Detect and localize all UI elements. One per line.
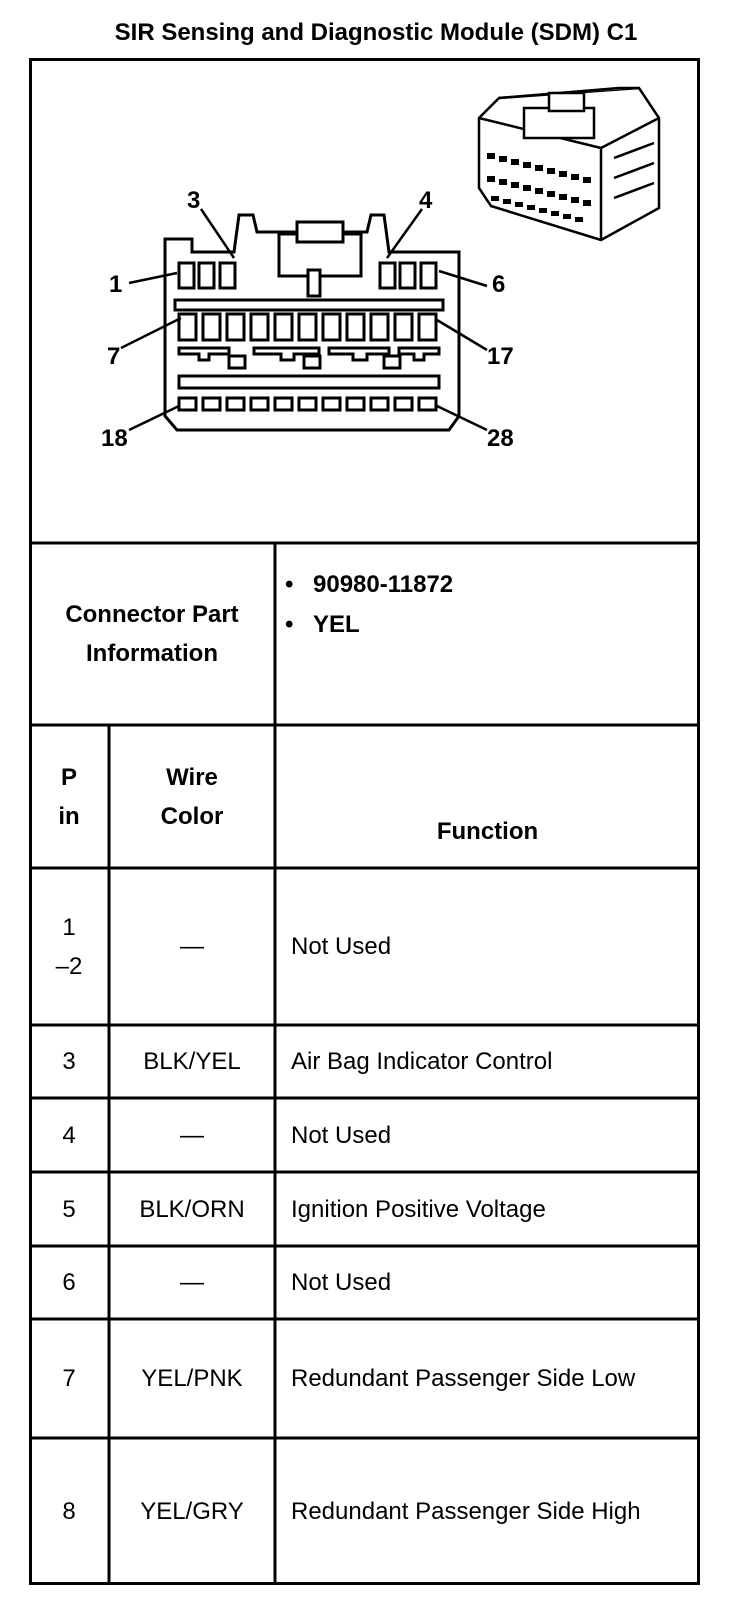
pin-label-7: 7 <box>107 343 121 370</box>
row-7-wire-color: YEL/GRY <box>140 1498 244 1525</box>
pin-row-bottom <box>179 398 436 410</box>
row-7-pin: 8 <box>62 1498 76 1525</box>
connector-table <box>29 58 700 1585</box>
row-6-function: Redundant Passenger Side Low <box>291 1365 636 1392</box>
row-3-function: Not Used <box>291 1121 392 1149</box>
row-5-wire-color: — <box>180 1269 204 1296</box>
pin-label-18: 18 <box>101 425 128 452</box>
row-5-pin: 6 <box>62 1269 76 1296</box>
pin-row-middle <box>179 314 439 388</box>
row-2-function: Air Bag Indicator Control <box>291 1048 553 1075</box>
part-number: • 90980-11872 <box>275 565 453 605</box>
pin-label-1: 1 <box>109 271 123 298</box>
connector-part-info-text: Connector Part Information <box>65 601 239 667</box>
row-5-function: Not Used <box>291 1269 392 1296</box>
connector-isometric-view <box>479 88 659 240</box>
connector-part-info-values <box>275 543 700 725</box>
pin-label-3: 3 <box>187 187 201 214</box>
header-wire-color-text: Wire Color <box>160 763 224 830</box>
header-wire-color <box>109 725 275 868</box>
connector-part-info-label <box>29 543 275 725</box>
row-4-pin: 5 <box>62 1195 76 1223</box>
connector-color: • YEL <box>275 605 453 645</box>
row-3-wire-color: — <box>180 1121 204 1149</box>
pin-label-17: 17 <box>487 343 514 370</box>
header-pin: P in <box>58 763 80 830</box>
row-1-function: Not Used <box>291 933 392 960</box>
row-6-pin: 7 <box>62 1365 76 1392</box>
row-6-wire-color: YEL/PNK <box>141 1365 243 1392</box>
pin-label-28: 28 <box>487 425 514 452</box>
row-2-pin: 3 <box>62 1048 76 1075</box>
row-3-pin: 4 <box>62 1121 76 1149</box>
page-title: SIR Sensing and Diagnostic Module (SDM) C1 <box>114 19 638 46</box>
row-7-function: Redundant Passenger Side High <box>291 1498 641 1525</box>
row-4-function: Ignition Positive Voltage <box>291 1195 546 1223</box>
header-function: Function <box>436 818 539 845</box>
row-1-wire-color: — <box>180 933 204 960</box>
pin-label-6: 6 <box>492 271 506 298</box>
pin-label-4: 4 <box>419 187 433 214</box>
row-2-wire-color: BLK/YEL <box>143 1048 241 1075</box>
connector-diagram <box>29 58 700 543</box>
row-1-pin: 1 –2 <box>55 913 83 980</box>
row-4-wire-color: BLK/ORN <box>139 1195 245 1223</box>
